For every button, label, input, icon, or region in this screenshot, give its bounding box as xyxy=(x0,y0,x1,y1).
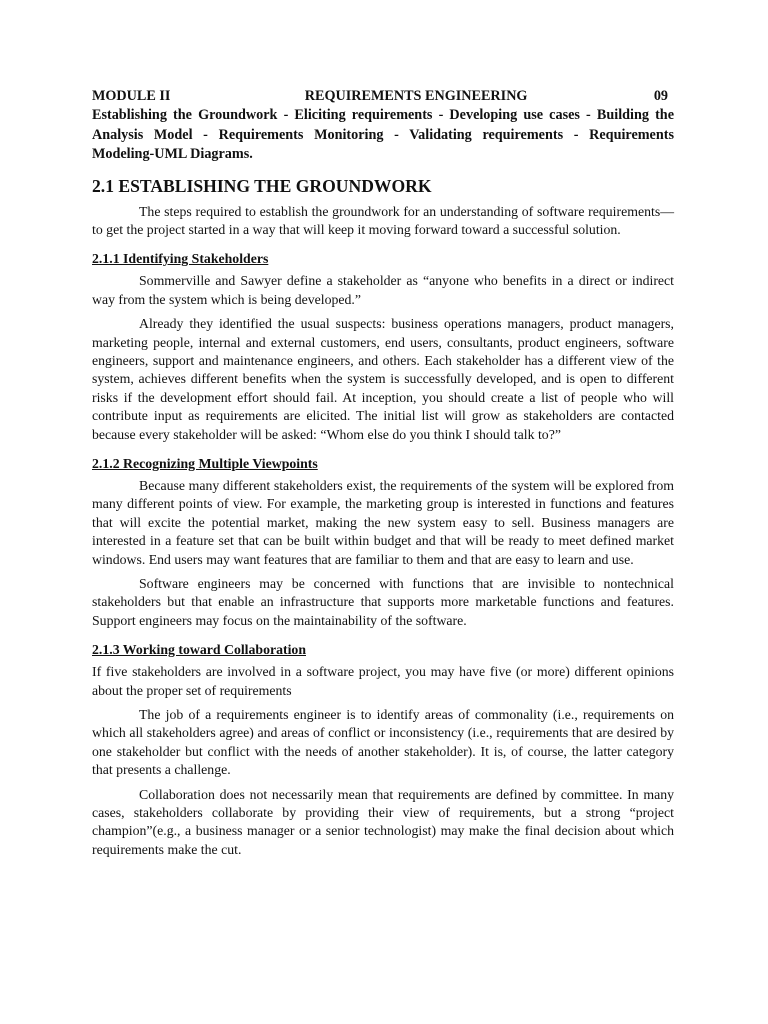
subsection-heading-collaboration: 2.1.3 Working toward Collaboration xyxy=(92,642,306,658)
paragraph: Already they identified the usual suspects: business operations managers, product managers, marketing people, internal and external customers, end users, consultants, product engineers, software engineers, support and maintenance engineers, and others. Each stakeholder has a different view of the system, achieves different benefits when the system is successfully developed, and is open to different risks if the development effort should fail. At inception, you should create a list of people who will contribute input as requirements are elicited. The initial list will grow as stakeholders are contacted because every stakeholder will be asked: “Whom else do you think I should talk to?” xyxy=(92,316,674,442)
paragraph: The job of a requirements engineer is to identify areas of commonality (i.e., requirements on which all stakeholders agree) and areas of conflict or inconsistency (i.e., requirements that are desired by one stakeholder but conflict with the needs of another stakeholder). It is, of course, the latter category that presents a challenge. xyxy=(92,707,674,778)
module-hours: 09 xyxy=(653,88,668,104)
module-title: REQUIREMENTS ENGINEERING xyxy=(304,88,528,104)
section-intro: The steps required to establish the groundwork for an understanding of software requirements—to get the project started in a way that will keep it moving forward toward a successful solution. xyxy=(92,203,674,237)
paragraph: Collaboration does not necessarily mean that requirements are defined by committee. In many cases, stakeholders collaborate by providing their view of requirements, but a strong “project champion”(e.g., a business manager or a senior technologist) may make the final decision about which requirements make the cut. xyxy=(92,786,674,857)
document-page xyxy=(92,86,674,865)
section-heading: 2.1 ESTABLISHING THE GROUNDWORK xyxy=(92,175,432,196)
module-header xyxy=(92,86,674,106)
paragraph: Because many different stakeholders exist, the requirements of the system will be explored from many different points of view. For example, the marketing group is interested in functions and features that will excite the potential market, making the new system easy to sell. Business managers are interested in a feature set that can be built within budget and that will be ready to meet defined market windows. End users may want features that are familiar to them and that are easy to learn and use. xyxy=(92,477,674,567)
module-topics: Establishing the Groundwork - Eliciting requirements - Developing use cases - Building the Analysis Model - Requirements Monitoring - Validating requirements - Requirements Modeling-UML Diagrams. xyxy=(92,107,674,162)
subsection-heading-viewpoints: 2.1.2 Recognizing Multiple Viewpoints xyxy=(92,455,318,471)
paragraph: If five stakeholders are involved in a software project, you may have five (or more) different opinions about the proper set of requirements xyxy=(92,664,674,698)
module-label: MODULE II xyxy=(92,88,171,104)
paragraph: Software engineers may be concerned with functions that are invisible to nontechnical stakeholders but that enable an infrastructure that supports more marketable functions and features. Support engineers may focus on the maintainability of the software. xyxy=(92,576,674,628)
paragraph: Sommerville and Sawyer define a stakeholder as “anyone who benefits in a direct or indirect way from the system which is being developed.” xyxy=(92,273,674,307)
subsection-heading-stakeholders: 2.1.1 Identifying Stakeholders xyxy=(92,251,269,267)
